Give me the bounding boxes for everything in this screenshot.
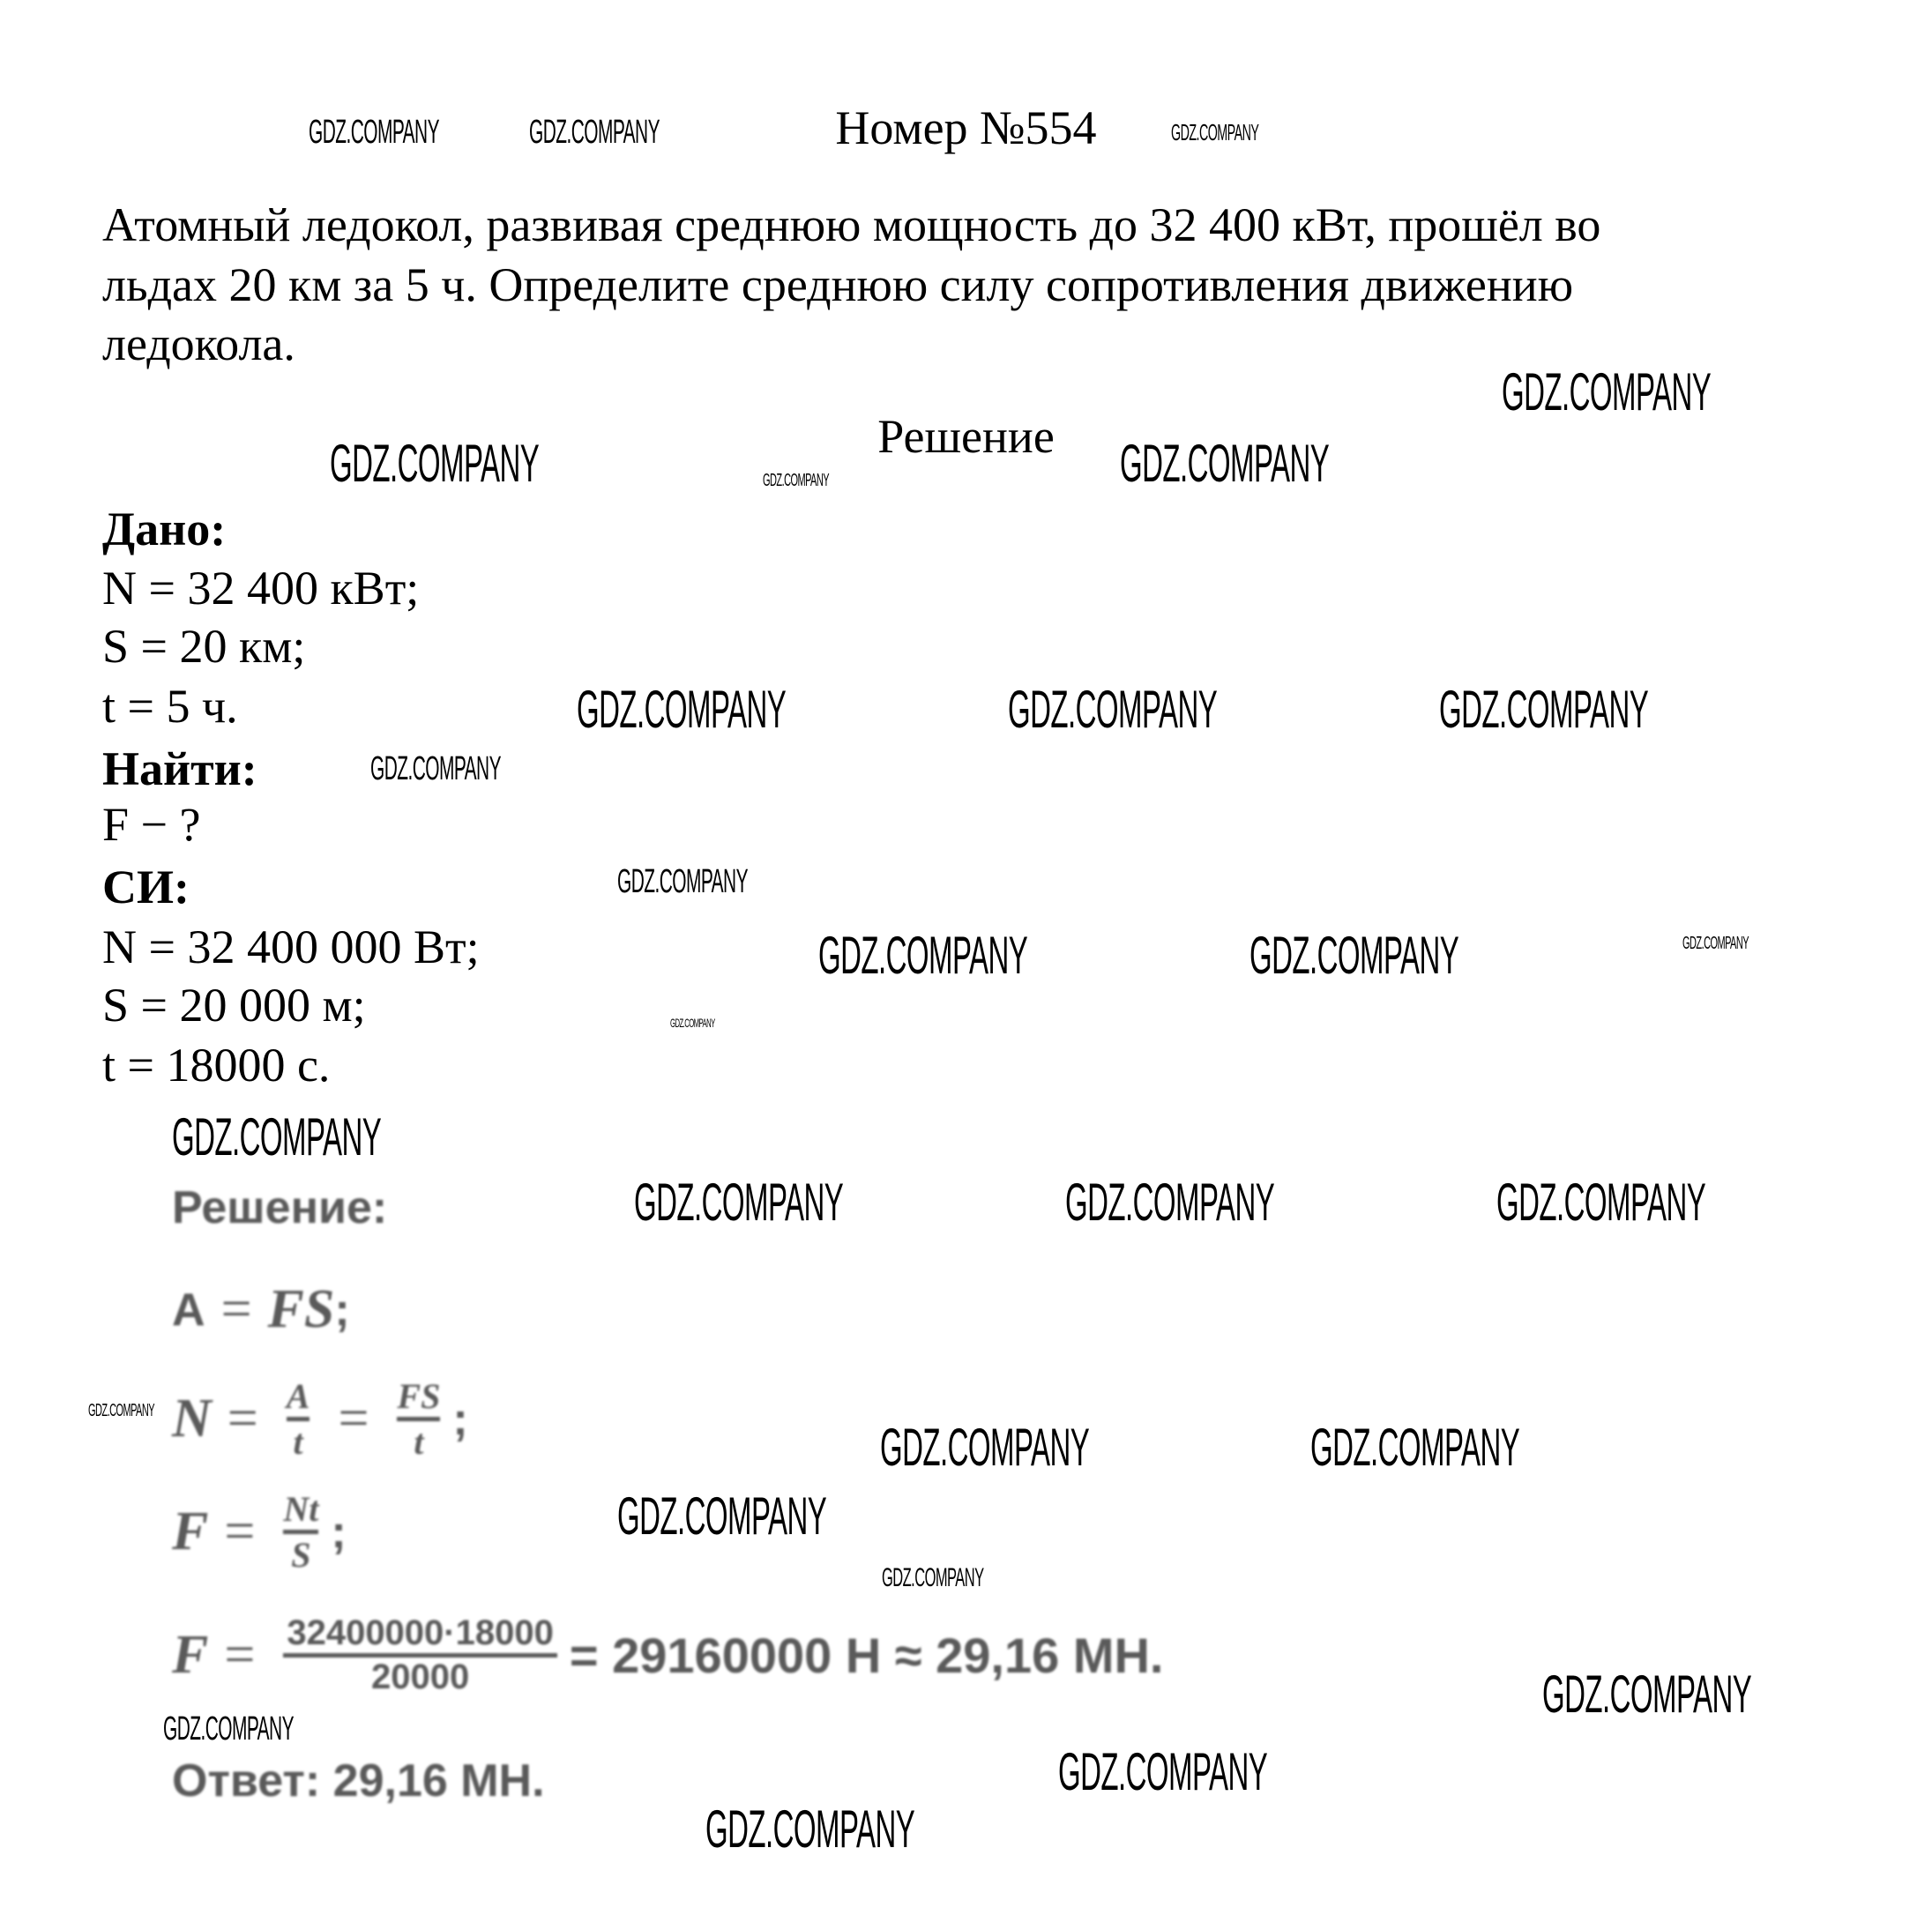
numerator: 32400000·18000 <box>283 1613 557 1658</box>
watermark: GDZ.COMPANY <box>634 1173 844 1232</box>
eq-sign: = <box>224 1625 256 1685</box>
find-label: Найти: <box>102 742 257 795</box>
denominator: 20000 <box>370 1658 470 1696</box>
eq-rhs: FS <box>267 1279 335 1339</box>
numerator: FS <box>397 1375 440 1421</box>
watermark: GDZ.COMPANY <box>1058 1742 1268 1801</box>
worked-label: Решение: <box>172 1182 388 1233</box>
given-label: Дано: <box>102 503 227 555</box>
si-item: t = 18000 с. <box>102 1039 331 1092</box>
equation-power <box>172 1375 468 1463</box>
eq-end: ; <box>452 1393 468 1445</box>
eq-end: ; <box>331 1506 347 1558</box>
fraction <box>397 1375 440 1463</box>
watermark: GDZ.COMPANY <box>330 434 540 493</box>
given-item: t = 5 ч. <box>102 680 238 733</box>
watermark: GDZ.COMPANY <box>529 114 660 151</box>
fraction <box>283 1488 318 1576</box>
si-label: СИ: <box>102 861 190 913</box>
watermark: GDZ.COMPANY <box>370 750 502 787</box>
eq-sign: = <box>227 1389 258 1449</box>
eq-end: ; <box>334 1284 350 1336</box>
numerator: Nt <box>283 1488 318 1534</box>
eq-lhs: F <box>172 1501 209 1561</box>
eq-sign: = <box>224 1501 256 1561</box>
watermark: GDZ.COMPANY <box>1542 1665 1752 1724</box>
fraction <box>283 1613 557 1697</box>
eq-lhs: N <box>172 1389 212 1449</box>
eq-lhs: F <box>172 1625 209 1685</box>
problem-line: льдах 20 км за 5 ч. Определите среднюю силу сопротивления движению <box>102 258 1574 311</box>
equation-work <box>172 1278 350 1341</box>
page-title: Номер №554 <box>835 101 1097 154</box>
solution-heading: Решение <box>877 410 1055 463</box>
watermark: GDZ.COMPANY <box>1120 434 1330 493</box>
watermark: GDZ.COMPANY <box>1502 362 1712 421</box>
problem-line: ледокола. <box>102 317 295 370</box>
si-item: S = 20 000 м; <box>102 979 366 1032</box>
watermark: GDZ.COMPANY <box>172 1107 382 1166</box>
watermark: GDZ.COMPANY <box>577 680 787 739</box>
watermark: GDZ.COMPANY <box>818 926 1028 985</box>
find-item: F − ? <box>102 798 201 851</box>
watermark: GDZ.COMPANY <box>763 471 830 490</box>
watermark: GDZ.COMPANY <box>309 114 440 151</box>
watermark: GDZ.COMPANY <box>882 1563 984 1592</box>
watermark: GDZ.COMPANY <box>88 1401 155 1420</box>
answer: Ответ: 29,16 МН. <box>172 1755 545 1807</box>
watermark: GDZ.COMPANY <box>1439 680 1649 739</box>
watermark: GDZ.COMPANY <box>617 863 749 900</box>
watermark: GDZ.COMPANY <box>1065 1173 1275 1232</box>
watermark: GDZ.COMPANY <box>1310 1418 1520 1477</box>
denominator: S <box>291 1535 311 1575</box>
equation-calculation <box>172 1613 1163 1697</box>
given-item: S = 20 км; <box>102 620 306 673</box>
denominator: t <box>414 1422 424 1462</box>
watermark: GDZ.COMPANY <box>670 1016 715 1030</box>
watermark: GDZ.COMPANY <box>617 1487 827 1546</box>
watermark: GDZ.COMPANY <box>1249 926 1459 985</box>
denominator: t <box>293 1422 303 1462</box>
watermark: GDZ.COMPANY <box>1171 119 1259 145</box>
eq-sign: = <box>220 1279 252 1339</box>
given-item: N = 32 400 кВт; <box>102 562 420 615</box>
watermark: GDZ.COMPANY <box>1496 1173 1706 1232</box>
numerator: A <box>287 1375 310 1421</box>
fraction <box>287 1375 310 1463</box>
problem-line: Атомный ледокол, развивая среднюю мощность до 32 400 кВт, прошёл во <box>102 198 1601 251</box>
watermark: GDZ.COMPANY <box>705 1800 915 1859</box>
watermark: GDZ.COMPANY <box>163 1710 295 1747</box>
watermark: GDZ.COMPANY <box>880 1418 1090 1477</box>
eq-lhs: A <box>172 1284 205 1336</box>
watermark: GDZ.COMPANY <box>1008 680 1218 739</box>
watermark: GDZ.COMPANY <box>1682 934 1749 953</box>
equation-force <box>172 1488 347 1576</box>
eq-sign: = <box>338 1389 369 1449</box>
eq-result: = 29160000 Н ≈ 29,16 МН. <box>569 1628 1164 1683</box>
si-item: N = 32 400 000 Вт; <box>102 920 480 973</box>
